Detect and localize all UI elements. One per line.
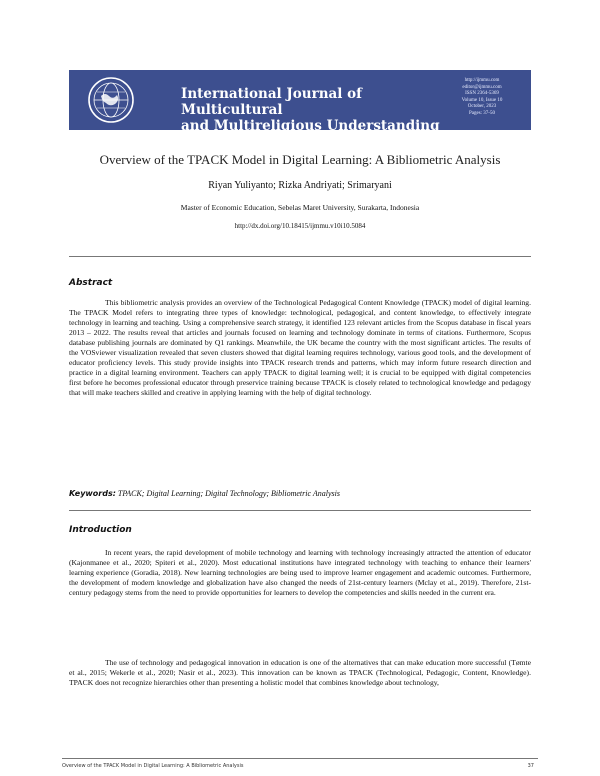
journal-email[interactable]: editor@ijmmu.com — [462, 84, 502, 90]
journal-issn: ISSN 2364-5369 — [465, 91, 499, 97]
journal-date: October, 2023 — [467, 104, 497, 110]
journal-title-line1: International Journal of Multicultural — [181, 86, 362, 118]
abstract-text: This bibliometric analysis provides an overview of the Technological Pedagogical Content Knowledge (TPACK) model of digital learning. The TPACK Model refers to integrating three types of knowledge: technological, pedagogical, and content knowledge, to effectively integrate technology in learning and teaching. Using a comprehensive search strategy, it identified 123 relevant articles from the Scopus database in fiscal years 2013 – 2022. The results reveal that articles and journals focused on learning and technology dominate in terms of citations. Furthermore, Scopus database publishing journals are dominated by Q1 rankings. Meanwhile, the UK became the country with the most significant articles. The results of the VOSviewer visualization revealed that seven clusters showed that digital learning requires technology, various good tools, and the development of educator proficiency levels. This study provide insights into TPACK research trends and patterns, which may inform future research direction and practice in a digital learning environment. Teachers can apply TPACK to digital learning well; it is crucial to be equipped with digital competencies first before he becomes professional educator through preservice training because TPACK is closely related to technological knowledge and pedagogy that will make teachers skilled and creative in applying learning with the help of digital technology. — [69, 298, 531, 397]
page-footer — [62, 763, 538, 769]
footer-running-title: Overview of the TPACK Model in Digital Learning: A Bibliometric Analysis — [62, 763, 244, 769]
journal-title-line2: and Multireligious Understanding — [181, 118, 440, 134]
abstract-heading: Abstract — [69, 278, 113, 288]
intro-paragraph-1: In recent years, the rapid development of mobile technology and learning with technology increasingly attracted the attention of educator (Kajonmanee et al., 2020; Spiteri et al., 2020). Most educational institutions have integrated technology with teaching to enhance their learners' learning experience (Goradia, 2018). New learning technologies are being used to improve learner engagement and academic outcomes. Furthermore, the development of modern knowledge and globalization have also changed the needs of 21st-century learners (Mclay et al., 2019). Therefore, 21st-century pedagogy stems from the need to provide opportunities for learners to develop the competencies and skills needed in the current era. — [69, 548, 531, 597]
intro-paragraph-2: The use of technology and pedagogical innovation in education is one of the alternatives that can make education more successful (Tømte et al., 2015; Wekerle et al., 2020; Nasir et al., 2023). This innovation can be known as TPACK (Technological, Pedagogic, Content, Knowledge). TPACK does not recognize hierarchies other than presenting a holistic model that combines knowledge about technology, — [69, 658, 531, 687]
page-number: 37 — [527, 763, 534, 769]
journal-banner — [69, 70, 531, 134]
divider-bottom — [69, 510, 531, 511]
journal-volume: Volume 10, Issue 10 — [461, 97, 503, 103]
keywords — [69, 489, 531, 498]
keywords-text: TPACK; Digital Learning; Digital Technology; Bibliometric Analysis — [117, 489, 340, 498]
journal-meta — [447, 78, 517, 118]
globe-logo-icon — [87, 76, 135, 124]
journal-pages: Pages: 37-50 — [469, 110, 495, 116]
divider-top — [69, 256, 531, 257]
introduction-heading: Introduction — [69, 525, 132, 535]
journal-url[interactable]: http://ijmmu.com — [464, 78, 500, 83]
affiliation: Master of Economic Education, Sebelas Maret University, Surakarta, Indonesia — [180, 203, 420, 212]
footer-rule — [62, 758, 538, 759]
paper-title: Overview of the TPACK Model in Digital Learning: A Bibliometric Analysis — [99, 152, 501, 167]
keywords-label: Keywords: — [69, 489, 116, 498]
doi-link[interactable]: http://dx.doi.org/10.18415/ijmmu.v10i10.5084 — [234, 222, 366, 230]
authors: Riyan Yuliyanto; Rizka Andriyati; Srimaryani — [208, 180, 392, 191]
journal-title — [181, 86, 461, 134]
